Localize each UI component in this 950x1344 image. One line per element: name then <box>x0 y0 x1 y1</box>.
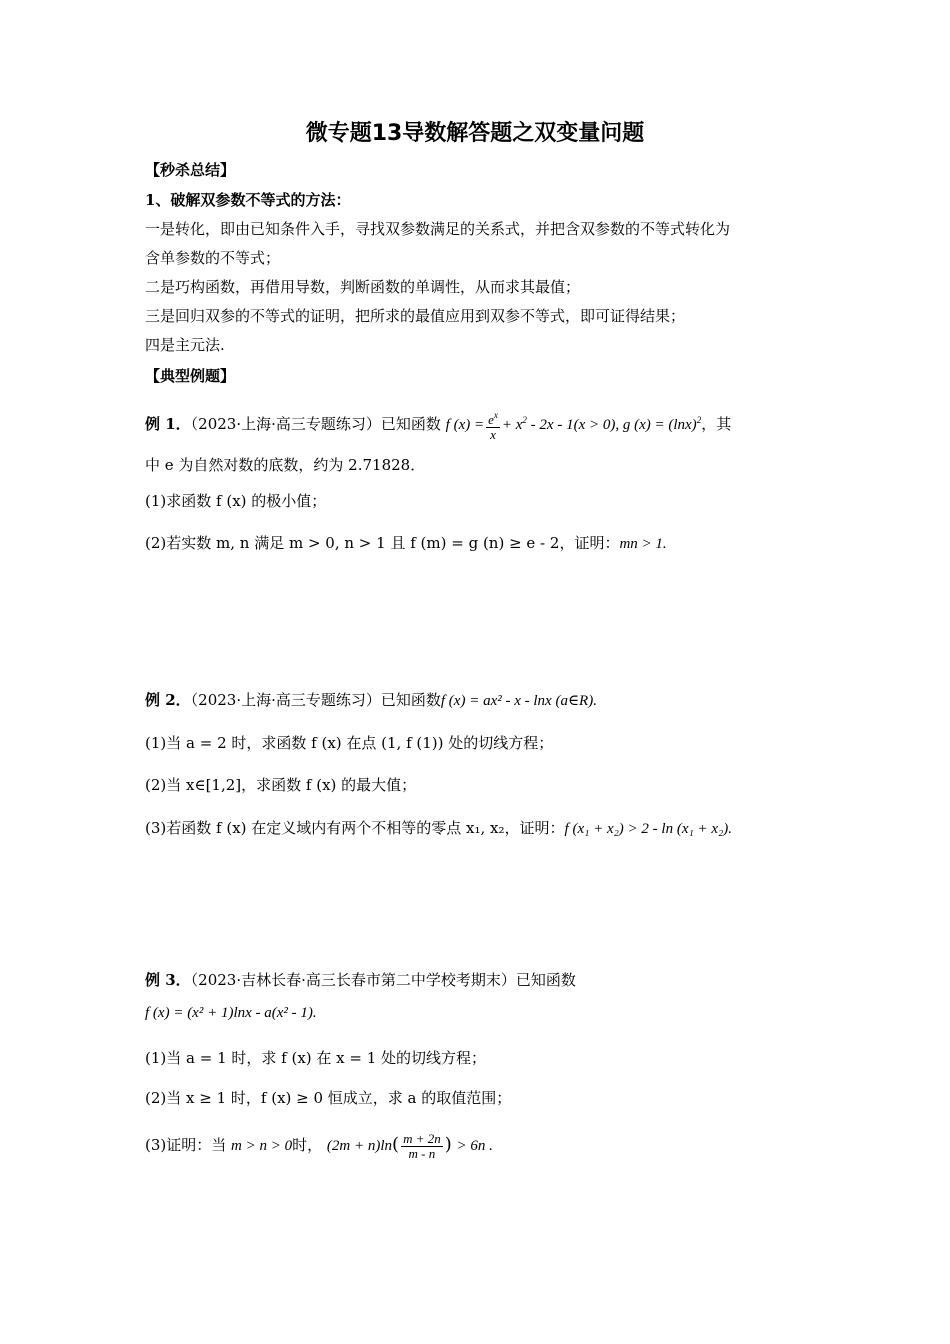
example-3-question-3-tail: > 6n . <box>456 1138 493 1154</box>
example-2-question-3-text: (3)若函数 f (x) 在定义域内有两个不相等的零点 x₁, x₂，证明： <box>145 819 565 837</box>
example-2-label: 例 2． <box>145 691 191 709</box>
example-3-source: （2023·吉林长春·高三长春市第二中学校考期末）已知函数 <box>190 971 576 989</box>
example-1-question-2 <box>145 533 805 554</box>
right-paren: ) <box>444 1134 452 1155</box>
example-3-question-3-condition: m > n > 0 <box>231 1138 293 1154</box>
example-2-source: （2023·上海·高三专题练习）已知函数 <box>190 691 441 709</box>
example-1-question-1: (1)求函数 f (x) 的极小值； <box>145 492 327 510</box>
example-1-line-2: 中 e 为自然对数的底数，约为 2.71828． <box>145 456 426 474</box>
example-3-fraction <box>401 1132 443 1161</box>
example-3-statement <box>145 970 805 990</box>
example-1-function-f: f (x) = <box>445 417 485 433</box>
summary-line-5: 四是主元法. <box>145 336 225 354</box>
example-3-question-2: (2)当 x ≥ 1 时，f (x) ≥ 0 恒成立，求 a 的取值范围； <box>145 1089 512 1107</box>
summary-line-1: 一是转化，即由已知条件入手，寻找双参数满足的关系式，并把含双参数的不等式转化为 <box>145 220 731 238</box>
example-1-function-rest: + $x^2 - 2x - 1(x > 0)$, g $(x) = (\ln x)^2$ <box>501 415 702 433</box>
example-3-function: f (x) = (x² + 1)lnx - a(x² - 1). <box>145 1005 317 1021</box>
example-1-question-2-goal: mn > 1. <box>619 536 667 552</box>
example-1-statement <box>145 408 805 442</box>
example-3-label: 例 3． <box>145 971 191 989</box>
example-1-label: 例 1． <box>145 415 191 433</box>
example-2-question-3 <box>145 818 805 839</box>
examples-header: 【典型例题】 <box>145 367 236 385</box>
method-title: 1、破解双参数不等式的方法： <box>145 191 351 209</box>
example-2-question-2: (2)当 x∈[1,2]，求函数 f (x) 的最大值； <box>145 776 417 794</box>
example-1-source: （2023·上海·高三专题练习）已知函数 <box>190 415 441 433</box>
summary-line-3: 二是巧构函数，再借用导数，判断函数的单调性，从而求其最值； <box>145 278 581 296</box>
left-paren: ( <box>392 1134 400 1155</box>
example-3-question-3-expression: (2m + n)ln <box>326 1138 393 1154</box>
example-1-fraction: $\frac{e^x}{x}$ <box>488 410 498 442</box>
summary-header: 【秒杀总结】 <box>145 161 236 179</box>
example-3-question-3 <box>145 1128 805 1163</box>
example-2-statement <box>145 690 805 711</box>
page-title: 微专题13导数解答题之双变量问题 <box>305 121 645 146</box>
summary-line-2: 含单参数的不等式； <box>145 249 281 267</box>
example-3-question-1: (1)当 a = 1 时，求 f (x) 在 x = 1 处的切线方程； <box>145 1049 487 1067</box>
example-1-tail: ，其 <box>701 415 732 433</box>
example-2-question-3-goal: f (x₁ + x₂) > 2 - ln (x₁ + x₂). <box>564 821 732 837</box>
summary-line-4: 三是回归双参的不等式的证明，把所求的最值应用到双参不等式，即可证得结果； <box>145 307 686 325</box>
example-3-question-3-text: (3)证明：当 <box>145 1136 227 1154</box>
example-2-function: f (x) = ax² - x - lnx (a∈R). <box>440 693 597 709</box>
example-2-question-1: (1)当 a = 2 时，求函数 f (x) 在点 (1, f (1)) 处的切线方程； <box>145 734 554 752</box>
fraction-denominator: m - n <box>408 1145 436 1161</box>
example-1-question-2-text: (2)若实数 m, n 满足 m > 0, n > 1 且 f (m) = g (n) ≥ e - 2，证明： <box>145 534 620 552</box>
fraction-numerator: m + 2n <box>403 1130 441 1146</box>
example-3-question-3-mid: 时， <box>292 1136 323 1154</box>
